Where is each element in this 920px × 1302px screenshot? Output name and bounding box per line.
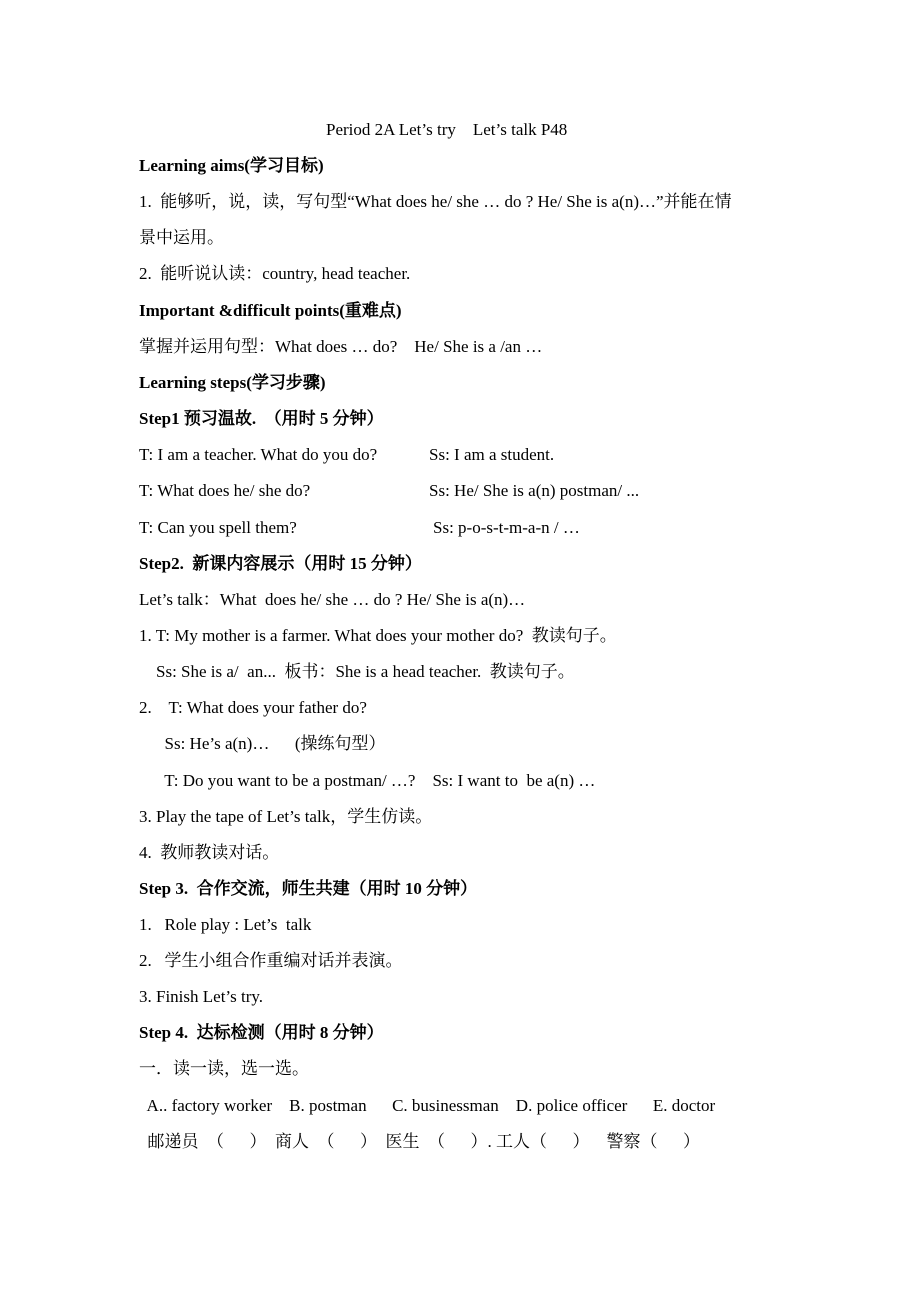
teacher-line: T: Can you spell them? — [139, 518, 297, 537]
teacher-line: T: I am a teacher. What do you do? — [139, 445, 378, 464]
step2-line: 1. T: My mother is a farmer. What does your mother do? 教读句子。 — [139, 626, 617, 645]
student-line: Ss: I am a student. — [429, 445, 555, 464]
step3-line: 1. Role play : Let’s talk — [139, 915, 312, 934]
step3-heading: Step 3. 合作交流，师生共建（用时 10 分钟） — [139, 879, 478, 898]
step1-heading: Step1 预习温故. （用时 5 分钟） — [139, 409, 384, 428]
student-line: Ss: p-o-s-t-m-a-n / … — [433, 518, 580, 537]
step3-line: 3. Finish Let’s try. — [139, 987, 264, 1006]
step3-line: 2. 学生小组合作重编对话并表演。 — [139, 951, 403, 970]
step2-line: 3. Play the tape of Let’s talk，学生仿读。 — [139, 807, 433, 826]
step2-heading: Step2. 新课内容展示（用时 15 分钟） — [139, 554, 422, 573]
step4-instruction: 一．读一读，选一选。 — [139, 1059, 309, 1078]
step2-line: 2. T: What does your father do? — [139, 698, 367, 717]
step2-line: Ss: She is a/ an... 板书：She is a head teacher. 教读句子。 — [139, 662, 575, 681]
points-heading: Important &difficult points(重难点) — [139, 301, 402, 320]
step2-line: Ss: He’s a(n)… (操练句型） — [139, 734, 386, 753]
aims-item-2: 2. 能听说认读：country, head teacher. — [139, 264, 411, 283]
steps-heading: Learning steps(学习步骤) — [139, 373, 326, 392]
step4-options: A.. factory worker B. postman C. businessman D. police officer E. doctor — [139, 1096, 716, 1115]
student-line: Ss: He/ She is a(n) postman/ ... — [429, 481, 640, 500]
step4-blanks: 邮递员 （ ） 商人 （ ） 医生 （ ）. 工人（ ） 警察（ ） — [139, 1132, 700, 1151]
step1-row — [139, 445, 555, 465]
step4-heading: Step 4. 达标检测（用时 8 分钟） — [139, 1023, 384, 1042]
aims-item-1: 1. 能够听，说，读，写句型“What does he/ she … do ? He/ She is a(n)…”并能在情 — [139, 192, 732, 211]
step2-line: 4. 教师教读对话。 — [139, 843, 280, 862]
document-title: Period 2A Let’s try Let’s talk P48 — [326, 120, 568, 139]
teacher-line: T: What does he/ she do? — [139, 481, 311, 500]
step1-row — [139, 481, 640, 501]
aims-item-1-cont: 景中运用。 — [139, 228, 224, 247]
step2-line: T: Do you want to be a postman/ …? Ss: I want to be a(n) … — [139, 771, 596, 790]
aims-heading: Learning aims(学习目标) — [139, 156, 324, 175]
points-text: 掌握并运用句型：What does … do? He/ She is a /an … — [139, 337, 543, 356]
step1-row — [139, 518, 580, 538]
step2-line: Let’s talk：What does he/ she … do ? He/ She is a(n)… — [139, 590, 526, 609]
